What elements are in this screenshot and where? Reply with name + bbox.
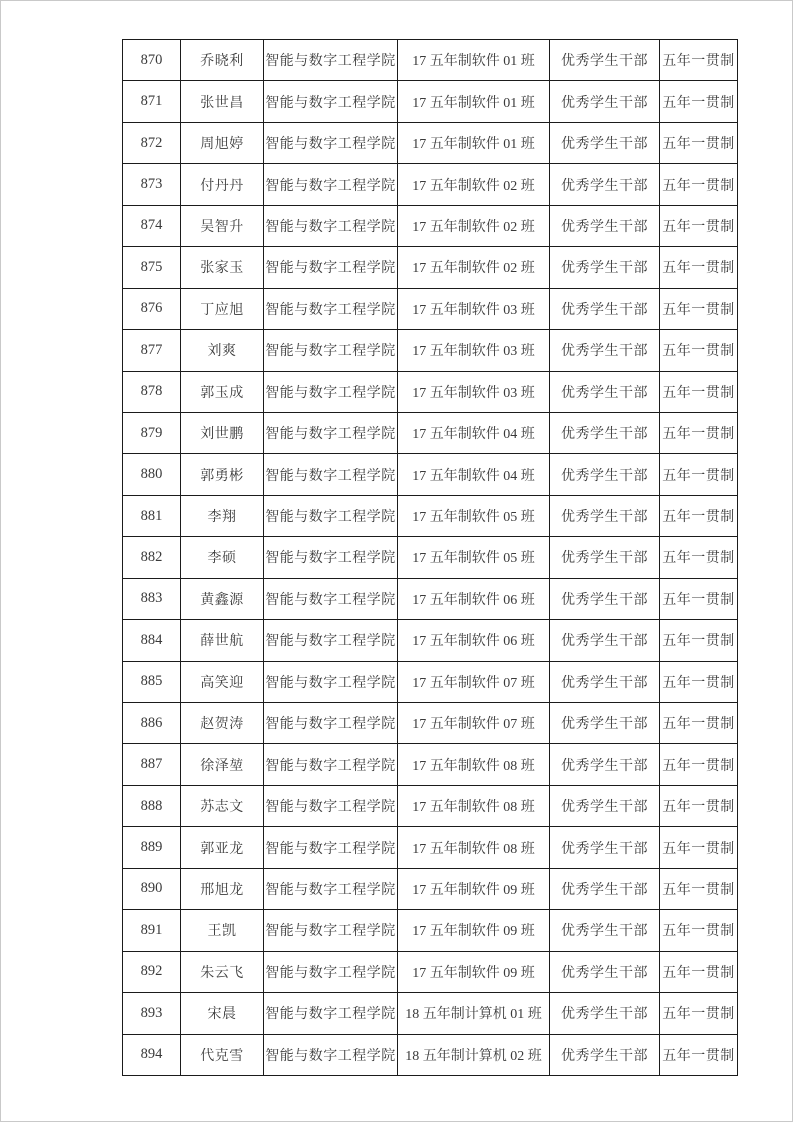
cell-program: 五年一贯制 [660, 371, 738, 412]
cell-program: 五年一贯制 [660, 993, 738, 1034]
table-row [123, 661, 738, 702]
cell-college: 智能与数字工程学院 [264, 454, 398, 495]
cell-college: 智能与数字工程学院 [264, 495, 398, 536]
cell-award: 优秀学生干部 [550, 288, 660, 329]
cell-name: 宋晨 [181, 993, 264, 1034]
cell-class_name: 17 五年制软件 02 班 [398, 164, 550, 205]
cell-award: 优秀学生干部 [550, 827, 660, 868]
cell-award: 优秀学生干部 [550, 1034, 660, 1076]
cell-no: 889 [123, 827, 181, 868]
cell-class_name: 17 五年制软件 05 班 [398, 537, 550, 578]
cell-name: 郭玉成 [181, 371, 264, 412]
cell-no: 891 [123, 910, 181, 951]
cell-class_name: 17 五年制软件 02 班 [398, 247, 550, 288]
cell-no: 870 [123, 40, 181, 81]
table-row [123, 247, 738, 288]
cell-college: 智能与数字工程学院 [264, 412, 398, 453]
cell-program: 五年一贯制 [660, 81, 738, 122]
cell-program: 五年一贯制 [660, 205, 738, 246]
table-row [123, 412, 738, 453]
cell-class_name: 17 五年制软件 08 班 [398, 785, 550, 826]
cell-no: 876 [123, 288, 181, 329]
table-row [123, 454, 738, 495]
cell-college: 智能与数字工程学院 [264, 578, 398, 619]
cell-name: 朱云飞 [181, 951, 264, 992]
cell-award: 优秀学生干部 [550, 205, 660, 246]
cell-name: 苏志文 [181, 785, 264, 826]
cell-name: 薛世航 [181, 620, 264, 661]
cell-no: 887 [123, 744, 181, 785]
cell-college: 智能与数字工程学院 [264, 661, 398, 702]
cell-program: 五年一贯制 [660, 744, 738, 785]
cell-name: 徐泽堃 [181, 744, 264, 785]
cell-award: 优秀学生干部 [550, 164, 660, 205]
cell-college: 智能与数字工程学院 [264, 40, 398, 81]
cell-award: 优秀学生干部 [550, 247, 660, 288]
cell-name: 邢旭龙 [181, 868, 264, 909]
table-row [123, 164, 738, 205]
cell-class_name: 17 五年制软件 09 班 [398, 951, 550, 992]
cell-program: 五年一贯制 [660, 703, 738, 744]
table-row [123, 122, 738, 163]
cell-name: 赵贺涛 [181, 703, 264, 744]
cell-college: 智能与数字工程学院 [264, 951, 398, 992]
cell-class_name: 18 五年制计算机 02 班 [398, 1034, 550, 1076]
table-row [123, 827, 738, 868]
cell-program: 五年一贯制 [660, 247, 738, 288]
cell-name: 刘世鹏 [181, 412, 264, 453]
cell-class_name: 17 五年制软件 04 班 [398, 412, 550, 453]
table-row [123, 1034, 738, 1076]
cell-no: 893 [123, 993, 181, 1034]
cell-award: 优秀学生干部 [550, 537, 660, 578]
cell-no: 883 [123, 578, 181, 619]
cell-college: 智能与数字工程学院 [264, 785, 398, 826]
cell-class_name: 17 五年制软件 01 班 [398, 40, 550, 81]
cell-award: 优秀学生干部 [550, 495, 660, 536]
cell-name: 代克雪 [181, 1034, 264, 1076]
cell-program: 五年一贯制 [660, 40, 738, 81]
cell-no: 873 [123, 164, 181, 205]
cell-award: 优秀学生干部 [550, 578, 660, 619]
cell-award: 优秀学生干部 [550, 330, 660, 371]
cell-college: 智能与数字工程学院 [264, 247, 398, 288]
cell-college: 智能与数字工程学院 [264, 164, 398, 205]
table-row [123, 330, 738, 371]
cell-program: 五年一贯制 [660, 288, 738, 329]
cell-class_name: 17 五年制软件 01 班 [398, 122, 550, 163]
cell-name: 丁应旭 [181, 288, 264, 329]
cell-no: 894 [123, 1034, 181, 1076]
cell-no: 879 [123, 412, 181, 453]
cell-program: 五年一贯制 [660, 1034, 738, 1076]
cell-no: 878 [123, 371, 181, 412]
cell-program: 五年一贯制 [660, 412, 738, 453]
cell-no: 880 [123, 454, 181, 495]
cell-class_name: 17 五年制软件 01 班 [398, 81, 550, 122]
cell-name: 付丹丹 [181, 164, 264, 205]
cell-class_name: 17 五年制软件 08 班 [398, 827, 550, 868]
cell-award: 优秀学生干部 [550, 371, 660, 412]
cell-award: 优秀学生干部 [550, 785, 660, 826]
cell-class_name: 17 五年制软件 06 班 [398, 578, 550, 619]
cell-college: 智能与数字工程学院 [264, 620, 398, 661]
table-row [123, 495, 738, 536]
cell-name: 张家玉 [181, 247, 264, 288]
cell-college: 智能与数字工程学院 [264, 371, 398, 412]
cell-no: 877 [123, 330, 181, 371]
table-row [123, 81, 738, 122]
cell-name: 李翔 [181, 495, 264, 536]
cell-no: 871 [123, 81, 181, 122]
cell-program: 五年一贯制 [660, 951, 738, 992]
table-row [123, 537, 738, 578]
awards-table-body [123, 40, 738, 1076]
cell-award: 优秀学生干部 [550, 993, 660, 1034]
cell-award: 优秀学生干部 [550, 620, 660, 661]
cell-program: 五年一贯制 [660, 578, 738, 619]
cell-class_name: 17 五年制软件 09 班 [398, 868, 550, 909]
cell-no: 890 [123, 868, 181, 909]
cell-award: 优秀学生干部 [550, 454, 660, 495]
cell-program: 五年一贯制 [660, 122, 738, 163]
cell-program: 五年一贯制 [660, 827, 738, 868]
cell-program: 五年一贯制 [660, 661, 738, 702]
cell-no: 885 [123, 661, 181, 702]
cell-award: 优秀学生干部 [550, 122, 660, 163]
cell-no: 882 [123, 537, 181, 578]
cell-program: 五年一贯制 [660, 785, 738, 826]
cell-award: 优秀学生干部 [550, 661, 660, 702]
cell-class_name: 18 五年制计算机 01 班 [398, 993, 550, 1034]
cell-award: 优秀学生干部 [550, 81, 660, 122]
cell-class_name: 17 五年制软件 07 班 [398, 703, 550, 744]
cell-name: 吴智升 [181, 205, 264, 246]
cell-college: 智能与数字工程学院 [264, 910, 398, 951]
cell-college: 智能与数字工程学院 [264, 703, 398, 744]
cell-no: 888 [123, 785, 181, 826]
table-row [123, 620, 738, 661]
cell-program: 五年一贯制 [660, 910, 738, 951]
cell-college: 智能与数字工程学院 [264, 827, 398, 868]
table-row [123, 993, 738, 1034]
table-row [123, 288, 738, 329]
cell-name: 张世昌 [181, 81, 264, 122]
cell-college: 智能与数字工程学院 [264, 122, 398, 163]
cell-class_name: 17 五年制软件 03 班 [398, 288, 550, 329]
cell-name: 刘爽 [181, 330, 264, 371]
cell-class_name: 17 五年制软件 02 班 [398, 205, 550, 246]
table-row [123, 371, 738, 412]
cell-class_name: 17 五年制软件 04 班 [398, 454, 550, 495]
table-row [123, 785, 738, 826]
cell-program: 五年一贯制 [660, 330, 738, 371]
cell-award: 优秀学生干部 [550, 703, 660, 744]
cell-program: 五年一贯制 [660, 495, 738, 536]
cell-name: 周旭婷 [181, 122, 264, 163]
table-row [123, 703, 738, 744]
cell-name: 郭勇彬 [181, 454, 264, 495]
cell-college: 智能与数字工程学院 [264, 744, 398, 785]
cell-program: 五年一贯制 [660, 164, 738, 205]
cell-class_name: 17 五年制软件 07 班 [398, 661, 550, 702]
cell-name: 高笑迎 [181, 661, 264, 702]
cell-program: 五年一贯制 [660, 537, 738, 578]
table-row [123, 951, 738, 992]
cell-class_name: 17 五年制软件 03 班 [398, 371, 550, 412]
cell-college: 智能与数字工程学院 [264, 1034, 398, 1076]
cell-program: 五年一贯制 [660, 620, 738, 661]
cell-no: 884 [123, 620, 181, 661]
cell-award: 优秀学生干部 [550, 40, 660, 81]
cell-no: 881 [123, 495, 181, 536]
cell-name: 李硕 [181, 537, 264, 578]
cell-name: 乔晓利 [181, 40, 264, 81]
table-row [123, 744, 738, 785]
table-row [123, 868, 738, 909]
cell-name: 黄鑫源 [181, 578, 264, 619]
cell-college: 智能与数字工程学院 [264, 993, 398, 1034]
cell-class_name: 17 五年制软件 05 班 [398, 495, 550, 536]
cell-name: 郭亚龙 [181, 827, 264, 868]
cell-award: 优秀学生干部 [550, 412, 660, 453]
cell-program: 五年一贯制 [660, 868, 738, 909]
cell-no: 892 [123, 951, 181, 992]
cell-award: 优秀学生干部 [550, 868, 660, 909]
cell-program: 五年一贯制 [660, 454, 738, 495]
cell-college: 智能与数字工程学院 [264, 868, 398, 909]
awards-table [122, 39, 738, 1076]
table-row [123, 205, 738, 246]
cell-class_name: 17 五年制软件 03 班 [398, 330, 550, 371]
cell-no: 874 [123, 205, 181, 246]
cell-college: 智能与数字工程学院 [264, 205, 398, 246]
table-row [123, 40, 738, 81]
cell-college: 智能与数字工程学院 [264, 330, 398, 371]
cell-award: 优秀学生干部 [550, 951, 660, 992]
cell-class_name: 17 五年制软件 09 班 [398, 910, 550, 951]
cell-class_name: 17 五年制软件 08 班 [398, 744, 550, 785]
cell-college: 智能与数字工程学院 [264, 288, 398, 329]
table-row [123, 578, 738, 619]
cell-award: 优秀学生干部 [550, 910, 660, 951]
cell-no: 886 [123, 703, 181, 744]
cell-college: 智能与数字工程学院 [264, 81, 398, 122]
table-row [123, 910, 738, 951]
cell-award: 优秀学生干部 [550, 744, 660, 785]
cell-name: 王凯 [181, 910, 264, 951]
cell-class_name: 17 五年制软件 06 班 [398, 620, 550, 661]
cell-no: 872 [123, 122, 181, 163]
cell-no: 875 [123, 247, 181, 288]
cell-college: 智能与数字工程学院 [264, 537, 398, 578]
